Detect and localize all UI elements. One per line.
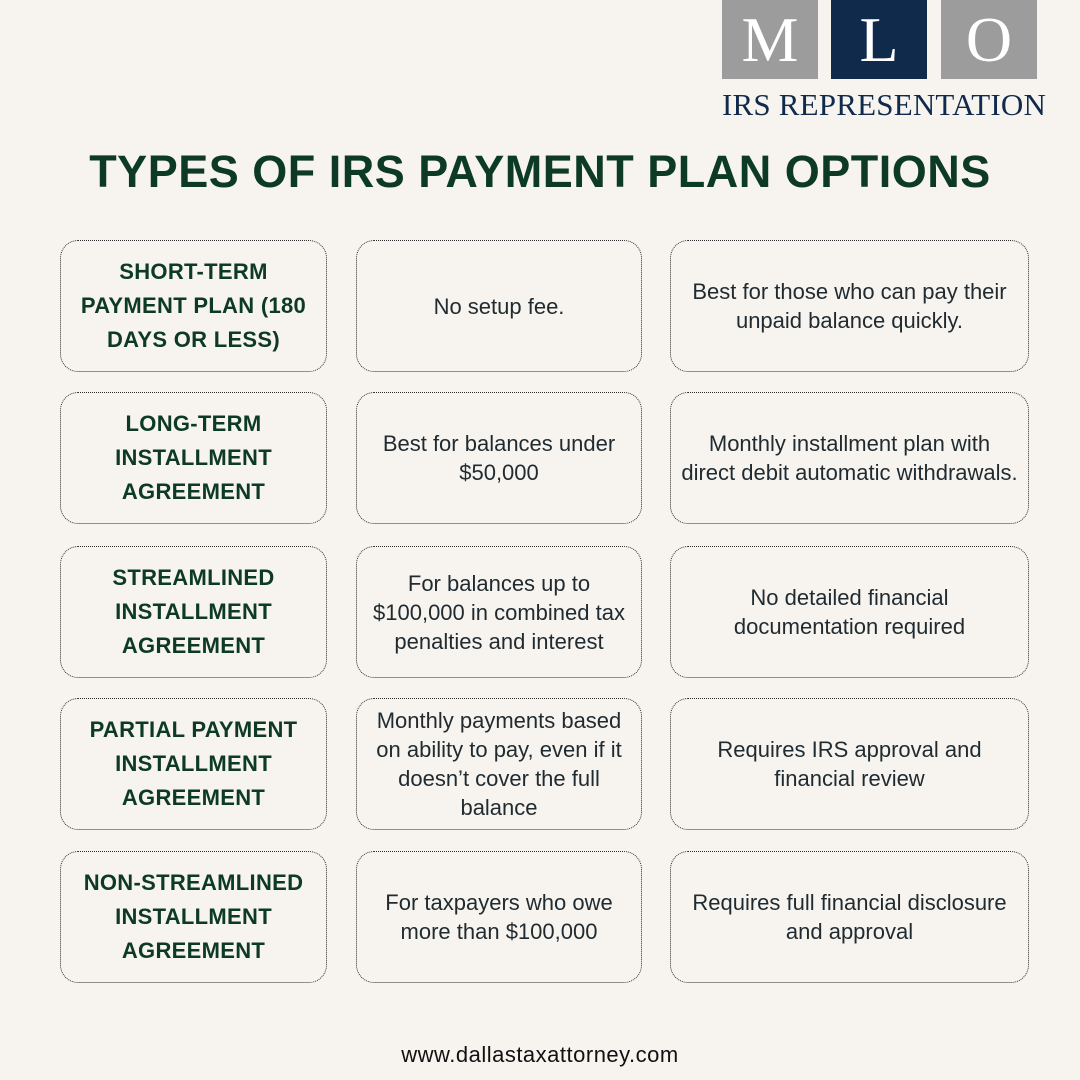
logo-letter-l: L bbox=[831, 0, 927, 79]
logo-tagline: IRS REPRESENTATION bbox=[722, 87, 1047, 122]
plan-name: STREAMLINED INSTALLMENT AGREEMENT bbox=[112, 565, 275, 658]
plan-detail-cell bbox=[356, 546, 642, 678]
plan-name: PARTIAL PAYMENT INSTALLMENT AGREEMENT bbox=[89, 717, 298, 810]
plan-detail-cell bbox=[356, 240, 642, 372]
logo-letter-o: O bbox=[941, 0, 1037, 79]
plan-name: SHORT-TERM PAYMENT PLAN (180 DAYS OR LESS) bbox=[80, 259, 307, 352]
plan-name-cell bbox=[60, 698, 327, 830]
logo-letter-m: M bbox=[722, 0, 818, 79]
plan-name-cell bbox=[60, 546, 327, 678]
plan-note-cell bbox=[670, 240, 1029, 372]
plan-note-cell bbox=[670, 851, 1029, 983]
footer-website-url: www.dallastaxattorney.com bbox=[401, 1042, 679, 1067]
plan-detail-cell bbox=[356, 392, 642, 524]
plan-detail: For taxpayers who owe more than $100,000 bbox=[385, 890, 613, 944]
plan-note: Requires IRS approval and financial review bbox=[717, 737, 982, 791]
plan-note: Best for those who can pay their unpaid balance quickly. bbox=[692, 279, 1007, 333]
plan-name-cell bbox=[60, 392, 327, 524]
plan-detail-cell bbox=[356, 851, 642, 983]
plan-detail: Monthly payments based on ability to pay, even if it doesn’t cover the full balance bbox=[376, 708, 622, 820]
plan-name-cell bbox=[60, 240, 327, 372]
plan-detail-cell bbox=[356, 698, 642, 830]
plan-note: No detailed financial documentation required bbox=[733, 585, 966, 639]
plan-detail: Best for balances under $50,000 bbox=[382, 431, 616, 485]
plan-name: NON-STREAMLINED INSTALLMENT AGREEMENT bbox=[83, 870, 304, 963]
plan-note: Monthly installment plan with direct debit automatic withdrawals. bbox=[681, 431, 1018, 485]
plan-detail: No setup fee. bbox=[433, 293, 565, 319]
plan-note-cell bbox=[670, 392, 1029, 524]
plan-detail: For balances up to $100,000 in combined tax penalties and interest bbox=[373, 570, 625, 654]
plan-name-cell bbox=[60, 851, 327, 983]
plan-note-cell bbox=[670, 698, 1029, 830]
plan-note-cell bbox=[670, 546, 1029, 678]
page-title: TYPES OF IRS PAYMENT PLAN OPTIONS bbox=[89, 146, 991, 197]
plan-note: Requires full financial disclosure and approval bbox=[692, 890, 1007, 944]
plan-name: LONG-TERM INSTALLMENT AGREEMENT bbox=[115, 411, 272, 504]
